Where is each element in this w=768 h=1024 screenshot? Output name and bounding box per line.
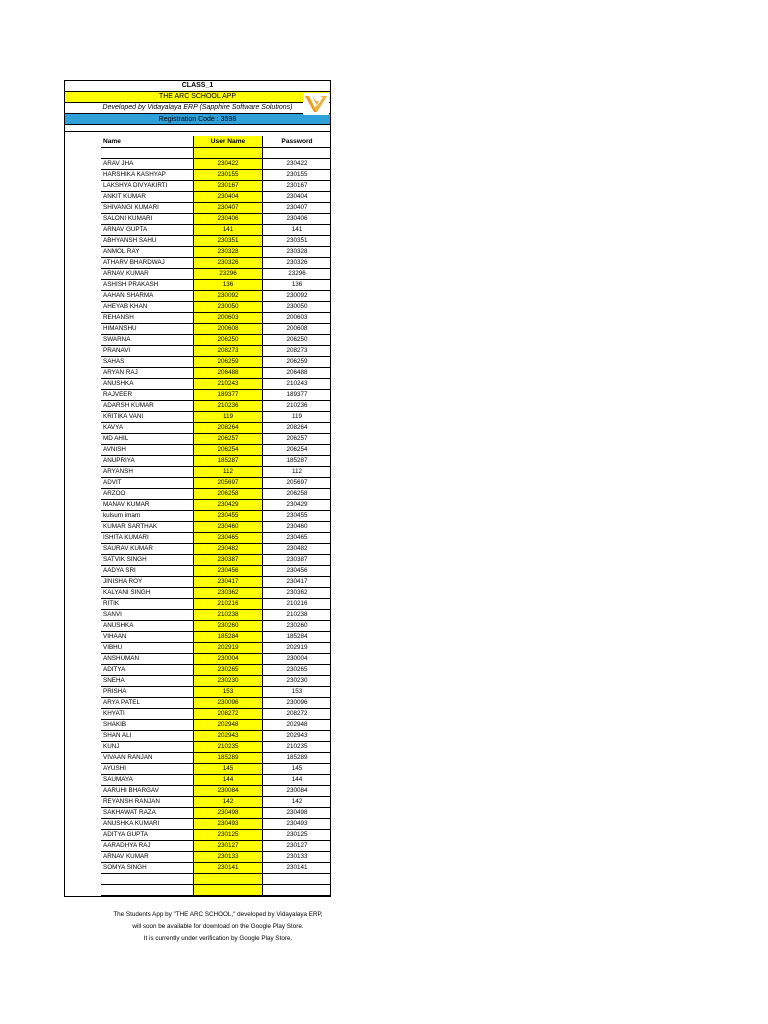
password-cell: 119 (263, 412, 332, 423)
password-cell: 210238 (263, 610, 332, 621)
username-cell: 230133 (194, 852, 263, 863)
password-cell: 230482 (263, 544, 332, 555)
username-cell: 230127 (194, 841, 263, 852)
username-cell: 230404 (194, 192, 263, 203)
password-cell: 185284 (263, 632, 332, 643)
username-cell: 205697 (194, 478, 263, 489)
student-name: SATVIK SINGH (101, 555, 194, 566)
password-cell: 230493 (263, 819, 332, 830)
password-cell: 230456 (263, 566, 332, 577)
password-cell: 206257 (263, 434, 332, 445)
student-name: ABHYANSH SAHU (101, 236, 194, 247)
password-cell: 230326 (263, 258, 332, 269)
password-cell: 142 (263, 797, 332, 808)
password-cell: 230133 (263, 852, 332, 863)
table-row (101, 819, 331, 830)
username-cell: 210216 (194, 599, 263, 610)
student-name: PRISHA (101, 687, 194, 698)
student-name: REHANSH (101, 313, 194, 324)
table-row (101, 280, 331, 291)
table-row (101, 753, 331, 764)
username-cell: 153 (194, 687, 263, 698)
student-name: AAHAN SHARMA (101, 291, 194, 302)
table-row (101, 313, 331, 324)
student-name: RITIK (101, 599, 194, 610)
password-cell: 185289 (263, 753, 332, 764)
password-cell: 206250 (263, 335, 332, 346)
table-row (101, 324, 331, 335)
password-cell: 230387 (263, 555, 332, 566)
table-row (101, 511, 331, 522)
student-name: LAKSHYA DIVYAKIRTI (101, 181, 194, 192)
student-name: ISHITA KUMARI (101, 533, 194, 544)
username-cell: 145 (194, 764, 263, 775)
password-cell: 210216 (263, 599, 332, 610)
table-row (101, 775, 331, 786)
password-cell: 230127 (263, 841, 332, 852)
username-cell: 230141 (194, 863, 263, 874)
password-cell: 230406 (263, 214, 332, 225)
table-row (101, 434, 331, 445)
username-cell: 208272 (194, 709, 263, 720)
username-cell: 210243 (194, 379, 263, 390)
notice-line-1: The Students App by "THE ARC SCHOOL," developed by Vidayalaya ERP, (113, 911, 323, 918)
password-cell: 230092 (263, 291, 332, 302)
table-row (101, 643, 331, 654)
username-cell: 200608 (194, 324, 263, 335)
credentials-sheet (64, 80, 331, 897)
table-row (101, 170, 331, 181)
username-cell: 230417 (194, 577, 263, 588)
table-row (101, 335, 331, 346)
password-cell: 205697 (263, 478, 332, 489)
password-cell: 202943 (263, 731, 332, 742)
username-cell: 230465 (194, 533, 263, 544)
password-cell: 210235 (263, 742, 332, 753)
table-row (101, 368, 331, 379)
password-cell: 136 (263, 280, 332, 291)
student-name: ANUSHKA (101, 379, 194, 390)
username-cell: 185287 (194, 456, 263, 467)
username-cell: 206257 (194, 434, 263, 445)
student-name: ANUSHKA KUMARI (101, 819, 194, 830)
password-cell: 230125 (263, 830, 332, 841)
username-cell: 230125 (194, 830, 263, 841)
password-cell: 210243 (263, 379, 332, 390)
table-row (101, 698, 331, 709)
table-row (101, 566, 331, 577)
student-name: ADVIT (101, 478, 194, 489)
password-cell: 206254 (263, 445, 332, 456)
student-name: AARADHYA RAJ (101, 841, 194, 852)
student-name: MD AHIL (101, 434, 194, 445)
student-name: ADITYA GUPTA (101, 830, 194, 841)
password-cell: 185287 (263, 456, 332, 467)
username-cell: 206259 (194, 357, 263, 368)
username-cell: 230167 (194, 181, 263, 192)
table-row (101, 852, 331, 863)
table-row (101, 599, 331, 610)
student-name: SWARNA (101, 335, 194, 346)
student-name: ANMOL RAY (101, 247, 194, 258)
password-cell: 23296 (263, 269, 332, 280)
student-name: ARNAV KUMAR (101, 852, 194, 863)
username-cell: 230230 (194, 676, 263, 687)
table-row (101, 192, 331, 203)
student-name: REYANSH RANJAN (101, 797, 194, 808)
table-row (101, 830, 331, 841)
table-row (101, 764, 331, 775)
username-cell: 230004 (194, 654, 263, 665)
table-row (101, 522, 331, 533)
password-cell: 230460 (263, 522, 332, 533)
student-name: AADYA SRI (101, 566, 194, 577)
name-column-header: Name (101, 136, 194, 148)
password-cell: 230455 (263, 511, 332, 522)
password-cell: 200603 (263, 313, 332, 324)
table-row (101, 797, 331, 808)
username-cell: 189377 (194, 390, 263, 401)
student-name: KUNJ (101, 742, 194, 753)
notice-line-2: will soon be available for download on the Google Play Store. (132, 923, 304, 930)
student-name: ADARSH KUMAR (101, 401, 194, 412)
table-row (101, 225, 331, 236)
spacer-line (65, 131, 330, 132)
table-row (101, 291, 331, 302)
table-row (101, 489, 331, 500)
username-cell: 230406 (194, 214, 263, 225)
table-row (101, 544, 331, 555)
password-cell: 208272 (263, 709, 332, 720)
student-name: AARUHI BHARGAV (101, 786, 194, 797)
student-name: AHEYAB KHAN (101, 302, 194, 313)
table-row (101, 687, 331, 698)
username-cell: 200603 (194, 313, 263, 324)
table-row (101, 632, 331, 643)
password-cell: 206488 (263, 368, 332, 379)
student-name: MANAV KUMAR (101, 500, 194, 511)
student-name: SANVI (101, 610, 194, 621)
username-cell: 230326 (194, 258, 263, 269)
table-row (101, 181, 331, 192)
password-cell: 230155 (263, 170, 332, 181)
student-name: HIMANSHU (101, 324, 194, 335)
table-row (101, 247, 331, 258)
student-name: ARNAV KUMAR (101, 269, 194, 280)
student-credentials-table (101, 136, 331, 896)
table-row (101, 621, 331, 632)
table-row (101, 665, 331, 676)
password-cell: 230362 (263, 588, 332, 599)
password-cell: 230465 (263, 533, 332, 544)
password-cell: 202948 (263, 720, 332, 731)
password-cell: 141 (263, 225, 332, 236)
username-cell: 208273 (194, 346, 263, 357)
table-header-row (101, 136, 331, 148)
student-name: KUMAR SARTHAK (101, 522, 194, 533)
password-cell: 230050 (263, 302, 332, 313)
username-cell: 206488 (194, 368, 263, 379)
student-name: VIVAAN RANJAN (101, 753, 194, 764)
username-cell: 202943 (194, 731, 263, 742)
username-cell: 142 (194, 797, 263, 808)
student-name: RAJVEER (101, 390, 194, 401)
password-cell: 230004 (263, 654, 332, 665)
password-cell: 230417 (263, 577, 332, 588)
password-cell: 210236 (263, 401, 332, 412)
username-cell: 112 (194, 467, 263, 478)
table-row (101, 533, 331, 544)
username-cell: 230260 (194, 621, 263, 632)
username-cell: 202919 (194, 643, 263, 654)
username-cell: 185284 (194, 632, 263, 643)
table-row (101, 654, 331, 665)
table-row (101, 610, 331, 621)
table-row (101, 379, 331, 390)
password-cell: 230167 (263, 181, 332, 192)
password-cell: 230328 (263, 247, 332, 258)
blank-row (101, 885, 331, 896)
table-row (101, 478, 331, 489)
student-name: ARZOO (101, 489, 194, 500)
username-cell: 230422 (194, 159, 263, 170)
student-name: SHIVANGI KUMARI (101, 203, 194, 214)
notice-line-3: It is currently under verification by Google Play Store. (143, 935, 293, 942)
username-cell: 23296 (194, 269, 263, 280)
password-cell: 208264 (263, 423, 332, 434)
student-name: kulsum imam (101, 511, 194, 522)
password-cell: 230096 (263, 698, 332, 709)
student-name: SAURAV KUMAR (101, 544, 194, 555)
username-cell: 208264 (194, 423, 263, 434)
student-name: SAKHAWAT RAZA (101, 808, 194, 819)
student-name: KALYANI SINGH (101, 588, 194, 599)
table-row (101, 555, 331, 566)
table-row (101, 302, 331, 313)
table-row (101, 676, 331, 687)
student-name: ARNAV GUPTA (101, 225, 194, 236)
table-row (101, 269, 331, 280)
student-name: SNEHA (101, 676, 194, 687)
table-row (101, 863, 331, 874)
student-name: KAVYA (101, 423, 194, 434)
table-row (101, 731, 331, 742)
table-row (101, 423, 331, 434)
username-cell: 230265 (194, 665, 263, 676)
student-name: HARSHIKA KASHYAP (101, 170, 194, 181)
app-name-banner: THE ARC SCHOOL APP (65, 91, 330, 102)
student-name: VIHAAN (101, 632, 194, 643)
password-cell: 202919 (263, 643, 332, 654)
student-name: JINISHA ROY (101, 577, 194, 588)
student-name: KRITIKA VANI (101, 412, 194, 423)
table-row (101, 720, 331, 731)
password-cell: 230141 (263, 863, 332, 874)
password-cell: 206259 (263, 357, 332, 368)
table-row (101, 577, 331, 588)
username-cell: 119 (194, 412, 263, 423)
table-row (101, 159, 331, 170)
student-name: SAHAS (101, 357, 194, 368)
student-name: SOMYA SINGH (101, 863, 194, 874)
table-row (101, 808, 331, 819)
table-row (101, 709, 331, 720)
username-cell: 230493 (194, 819, 263, 830)
username-cell: 206250 (194, 335, 263, 346)
student-name: ANUSHKA (101, 621, 194, 632)
username-cell: 185289 (194, 753, 263, 764)
username-cell: 230456 (194, 566, 263, 577)
username-cell: 230362 (194, 588, 263, 599)
table-row (101, 445, 331, 456)
table-row (101, 467, 331, 478)
password-cell: 112 (263, 467, 332, 478)
username-cell: 206258 (194, 489, 263, 500)
username-cell: 230460 (194, 522, 263, 533)
table-row (101, 500, 331, 511)
student-name: ARYANSH (101, 467, 194, 478)
username-cell: 230387 (194, 555, 263, 566)
table-row (101, 214, 331, 225)
student-name: SAUMAYA (101, 775, 194, 786)
class-title: CLASS_1 (65, 80, 330, 91)
username-cell: 230092 (194, 291, 263, 302)
student-name: ARYA PATEL (101, 698, 194, 709)
username-cell: 210238 (194, 610, 263, 621)
table-row (101, 401, 331, 412)
username-cell: 141 (194, 225, 263, 236)
password-cell: 153 (263, 687, 332, 698)
table-row (101, 841, 331, 852)
password-cell: 230084 (263, 786, 332, 797)
password-column-header: Password (263, 136, 332, 148)
username-cell: 230498 (194, 808, 263, 819)
student-name: ADITYA (101, 665, 194, 676)
username-cell: 230050 (194, 302, 263, 313)
username-cell: 202948 (194, 720, 263, 731)
password-cell: 208273 (263, 346, 332, 357)
student-name: PRANAVI (101, 346, 194, 357)
username-cell: 206254 (194, 445, 263, 456)
username-column-header: User Name (194, 136, 263, 148)
play-store-notice (60, 909, 376, 945)
password-cell: 189377 (263, 390, 332, 401)
username-cell: 230407 (194, 203, 263, 214)
student-name: ANUPRIYA (101, 456, 194, 467)
password-cell: 230230 (263, 676, 332, 687)
student-name: ARYAN RAJ (101, 368, 194, 379)
password-cell: 230260 (263, 621, 332, 632)
student-name: ASHISH PRAKASH (101, 280, 194, 291)
table-row (101, 236, 331, 247)
table-row (101, 203, 331, 214)
username-cell: 210236 (194, 401, 263, 412)
student-name: VIBHU (101, 643, 194, 654)
table-row (101, 742, 331, 753)
student-name: ATHARV BHARDWAJ (101, 258, 194, 269)
username-cell: 230482 (194, 544, 263, 555)
password-cell: 230407 (263, 203, 332, 214)
username-cell: 136 (194, 280, 263, 291)
username-cell: 230351 (194, 236, 263, 247)
student-name: ANSHUMAN (101, 654, 194, 665)
blank-row (101, 874, 331, 885)
username-cell: 230328 (194, 247, 263, 258)
table-row (101, 412, 331, 423)
student-name: AVNISH (101, 445, 194, 456)
student-name: ANKIT KUMAR (101, 192, 194, 203)
table-row (101, 390, 331, 401)
password-cell: 230404 (263, 192, 332, 203)
password-cell: 230498 (263, 808, 332, 819)
password-cell: 230265 (263, 665, 332, 676)
registration-code-banner: Registration Code : 3598 (65, 113, 330, 125)
vidayalaya-v-logo-icon (303, 93, 329, 115)
username-cell: 230429 (194, 500, 263, 511)
student-name: SHAKIB (101, 720, 194, 731)
table-row (101, 456, 331, 467)
student-name: SALONI KUMARI (101, 214, 194, 225)
table-row (101, 346, 331, 357)
developer-credit: Developed by Vidayalaya ERP (Sapphire Software Solutions) (65, 102, 330, 113)
blank-row (101, 148, 331, 159)
table-row (101, 258, 331, 269)
password-cell: 145 (263, 764, 332, 775)
password-cell: 230351 (263, 236, 332, 247)
username-cell: 144 (194, 775, 263, 786)
table-row (101, 588, 331, 599)
password-cell: 200608 (263, 324, 332, 335)
username-cell: 230084 (194, 786, 263, 797)
password-cell: 230422 (263, 159, 332, 170)
table-row (101, 786, 331, 797)
student-name: KHYATI (101, 709, 194, 720)
student-name: SHAN ALI (101, 731, 194, 742)
username-cell: 230096 (194, 698, 263, 709)
student-name: ARAV JHA (101, 159, 194, 170)
username-cell: 230155 (194, 170, 263, 181)
table-row (101, 357, 331, 368)
password-cell: 144 (263, 775, 332, 786)
username-cell: 210235 (194, 742, 263, 753)
username-cell: 230455 (194, 511, 263, 522)
student-name: AYUSHI (101, 764, 194, 775)
password-cell: 230429 (263, 500, 332, 511)
password-cell: 206258 (263, 489, 332, 500)
